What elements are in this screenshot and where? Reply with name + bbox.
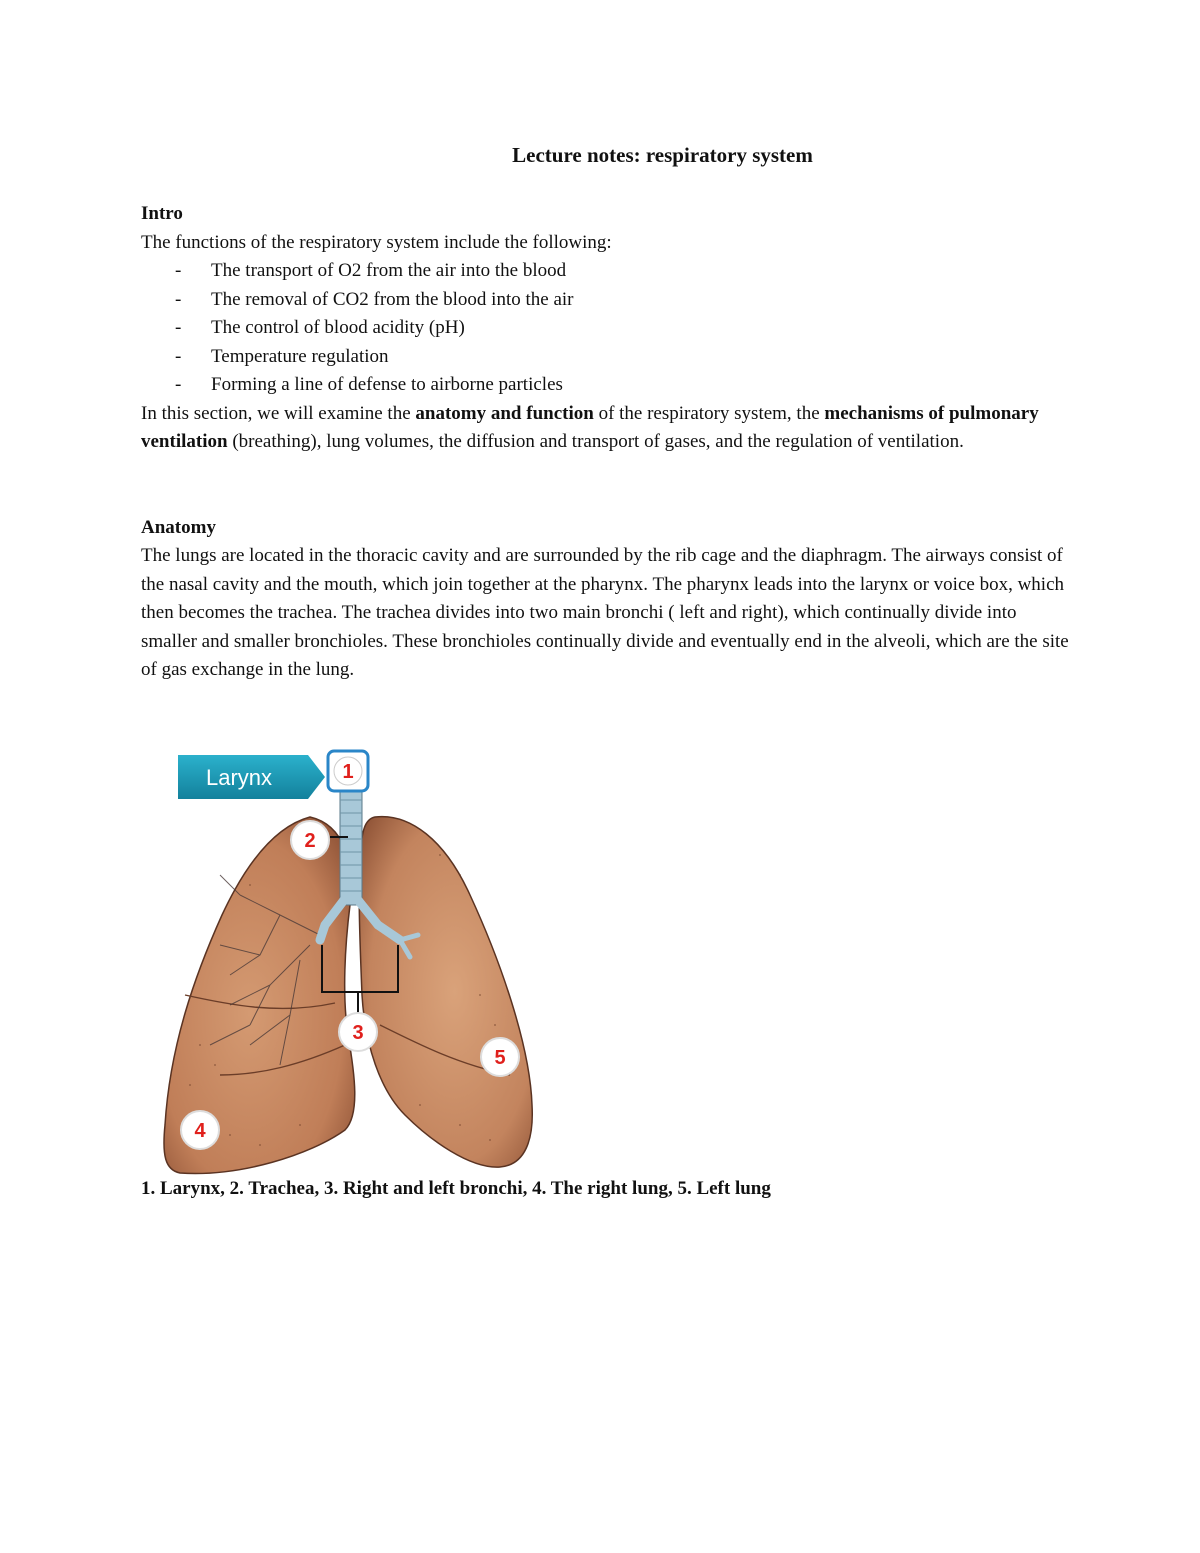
marker-label: 5	[494, 1047, 506, 1069]
list-item-text: The transport of O2 from the air into the blood	[211, 260, 567, 281]
list-item	[141, 286, 1071, 315]
dash-bullet: -	[175, 374, 182, 395]
document-body	[141, 200, 1071, 685]
marker-5	[481, 1038, 519, 1076]
marker-3	[339, 1013, 377, 1051]
marker-label: 3	[352, 1022, 364, 1044]
list-item-text: Temperature regulation	[211, 345, 389, 367]
marker-1	[328, 751, 368, 791]
list-item	[141, 343, 1071, 372]
intro-heading: Intro	[141, 203, 183, 224]
summary-text: In this section, we will examine the	[141, 402, 416, 424]
marker-4	[181, 1111, 219, 1149]
list-item	[141, 371, 1071, 400]
dash-bullet: -	[175, 345, 182, 367]
marker-2	[291, 821, 329, 859]
dash-bullet: -	[175, 288, 182, 310]
intro-lead: The functions of the respiratory system include the following:	[141, 231, 612, 253]
functions-list	[141, 257, 1071, 400]
figure-caption: 1. Larynx, 2. Trachea, 3. Right and left bronchi, 4. The right lung, 5. Left lung	[141, 1178, 771, 1199]
marker-label: 2	[304, 830, 316, 852]
list-item	[141, 314, 1071, 343]
dash-bullet: -	[175, 317, 182, 338]
summary-emphasis: anatomy and function	[415, 402, 594, 424]
list-item	[141, 257, 1071, 286]
dash-bullet: -	[175, 260, 182, 281]
larynx-banner-label: Larynx	[206, 765, 273, 790]
trachea	[340, 785, 362, 905]
intro-summary	[141, 400, 1071, 457]
page-title: Lecture notes: respiratory system	[512, 143, 813, 167]
marker-label: 4	[194, 1120, 206, 1142]
list-item-text: The control of blood acidity (pH)	[211, 317, 465, 338]
summary-text: of the respiratory system, the	[593, 402, 825, 424]
list-item-text: Forming a line of defense to airborne particles	[211, 374, 563, 395]
summary-emphasis: mechanisms of pulmonary ventilation	[141, 402, 1039, 452]
lung-diagram	[160, 745, 540, 1175]
list-item-text: The removal of CO2 from the blood into the air	[211, 288, 574, 310]
marker-label: 1	[342, 761, 354, 783]
anatomy-heading: Anatomy	[141, 516, 216, 538]
anatomy-paragraph: The lungs are located in the thoracic cavity and are surrounded by the rib cage and the diaphragm. The airways consist of the nasal cavity and the mouth, which join together at the pharynx. The pharynx leads into the larynx or voice box, which then becomes the trachea. The trachea divides into two main bronchi ( left and right), which continually divide into smaller and smaller bronchioles. These bronchioles continually divide and eventually end in the alveoli, which are the site of gas exchange in the lung.	[141, 545, 1069, 680]
summary-text: (breathing), lung volumes, the diffusion and transport of gases, and the regulation of ventilation.	[227, 431, 964, 452]
